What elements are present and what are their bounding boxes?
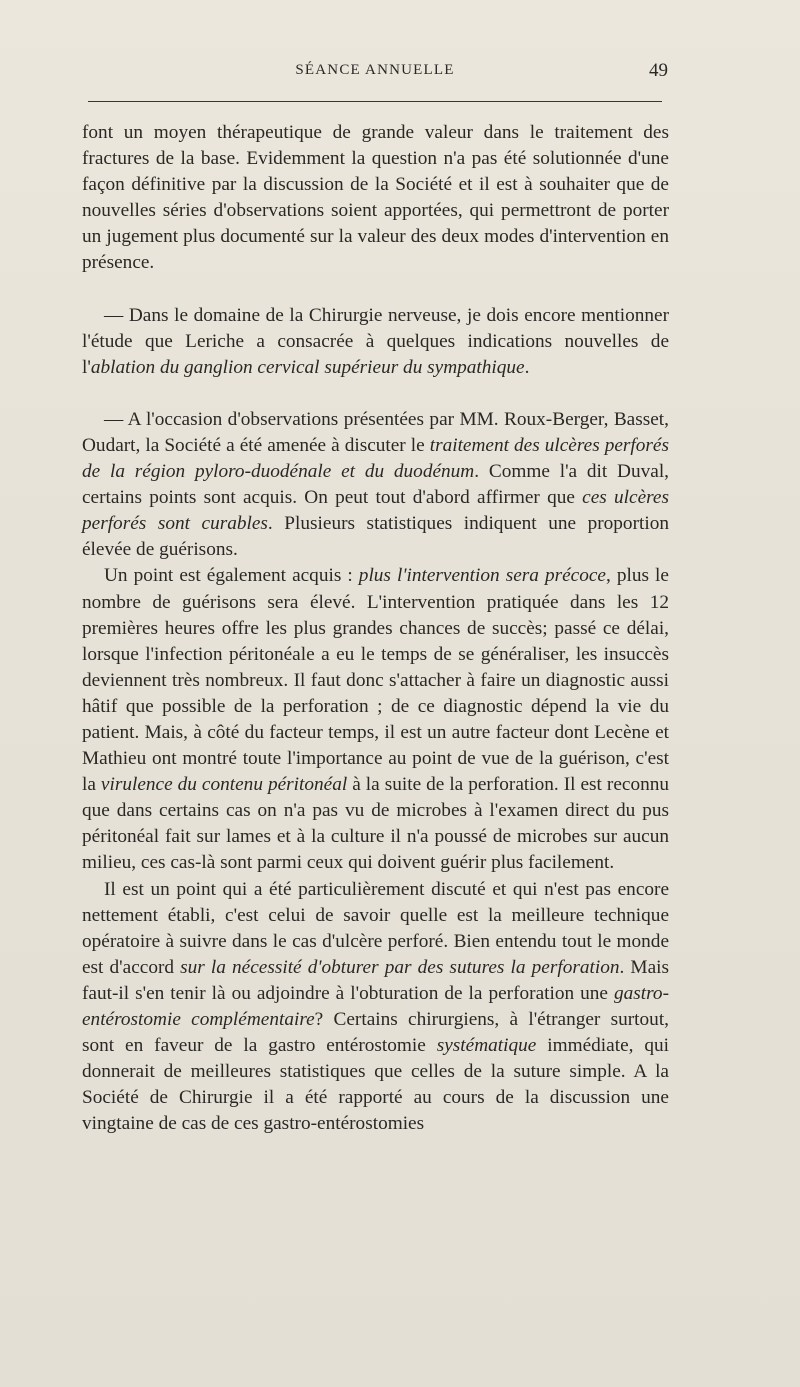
italic-text-run: sur la nécessité d'obturer par des sutures la perforation [180,956,620,978]
text-run: . Mais faut-il s'en tenir là ou adjoindre à l'obturation de la perforation une [82,956,669,1004]
paragraph [82,303,669,381]
text-run: ? Certains chirurgiens, à l'étranger surtout, sont en faveur de la gastro entérostomie [82,1009,669,1057]
text-run: Il est un point qui a été particulièrement discuté et qui n'est pas encore nettement établi, c'est celui de savoir quelle est la meilleure technique opératoire à suivre dans le cas d'ulcère perforé. Bien entendu tout le monde est d'accord [82,878,669,978]
header-rule [88,101,662,102]
text-run: . [524,356,530,378]
italic-text-run: gastro-entérostomie complémentaire [82,982,669,1030]
text-run: Un point est également acquis : [104,565,359,587]
italic-text-run: ablation du ganglion cervical supérieur du sympathique [90,356,525,378]
page-header [82,62,668,86]
running-title: SÉANCE ANNUELLE [295,62,455,78]
text-run: — A l'occasion d'observations présentées par MM. Roux-Berger, Basset, Oudart, la Société a été amenée à discuter le [82,408,669,456]
text-run: . Plusieurs statistiques indiquent une proportion élevée de guérisons. [82,513,669,561]
italic-text-run: virulence du contenu péritonéal [100,774,348,796]
italic-text-run: traitement des ulcères perforés de la région pyloro-duodénale et du duodénum [82,434,669,483]
text-run: . Comme l'a dit Duval, certains points sont acquis. On peut tout d'abord affirmer que [82,461,669,509]
page-number: 49 [649,60,668,81]
text-run: immédiate, qui donnerait de meilleures statistiques que celles de la suture simple. A la Société de Chirurgie il a été rapporté au cours de la discussion une vingtaine de cas de ces gastro-entérostomies [82,1035,669,1135]
italic-text-run: systématique [436,1035,537,1057]
italic-text-run: plus l'intervention sera précoce [358,565,606,587]
text-run: , plus le nombre de guérisons sera élevé. L'intervention pratiquée dans les 12 premières heures offre les plus grandes chances de succès; passé ce délai, lorsque l'infection péritonéale a eu le temps de se généraliser, les insuccès deviennent très nombreux. Il faut donc s'attacher à faire un diagnostic aussi hâtif que possible de la perforation ; de ce diagnostic dépend la vie du patient. Mais, à côté du facteur temps, il est un autre facteur dont Lecène et Mathieu ont montré toute l'importance au point de vue de la guérison, c'est la [82,565,669,796]
text-run: font un moyen thérapeutique de grande valeur dans le traitement des fractures de la base. Evidemment la question n'a pas été solutionnée d'une façon définitive par la discussion de la Société et il est à souhaiter que de nouvelles séries d'observations soient apportées, qui permettront de porter un jugement plus documenté sur la valeur des deux modes d'intervention en présence. [82,122,669,274]
text-run: — Dans le domaine de la Chirurgie nerveuse, je dois encore mentionner l'étude que Leriche a consacrée à quelques indications nouvelles de l' [82,304,669,378]
italic-text-run: ces ulcères perforés sont curables [82,487,669,535]
paragraph [82,877,669,1138]
body-text [82,120,669,1137]
paragraph [82,407,669,564]
paragraph [82,563,669,876]
paragraph [82,120,669,277]
text-run: à la suite de la perforation. Il est reconnu que dans certains cas on n'a pas vu de microbes à l'examen direct du pus péritonéal fait sur lames et à la culture il n'a poussé de microbes sur aucun milieu, ces cas-là sont parmi ceux qui doivent guérir plus facilement. [82,774,670,874]
